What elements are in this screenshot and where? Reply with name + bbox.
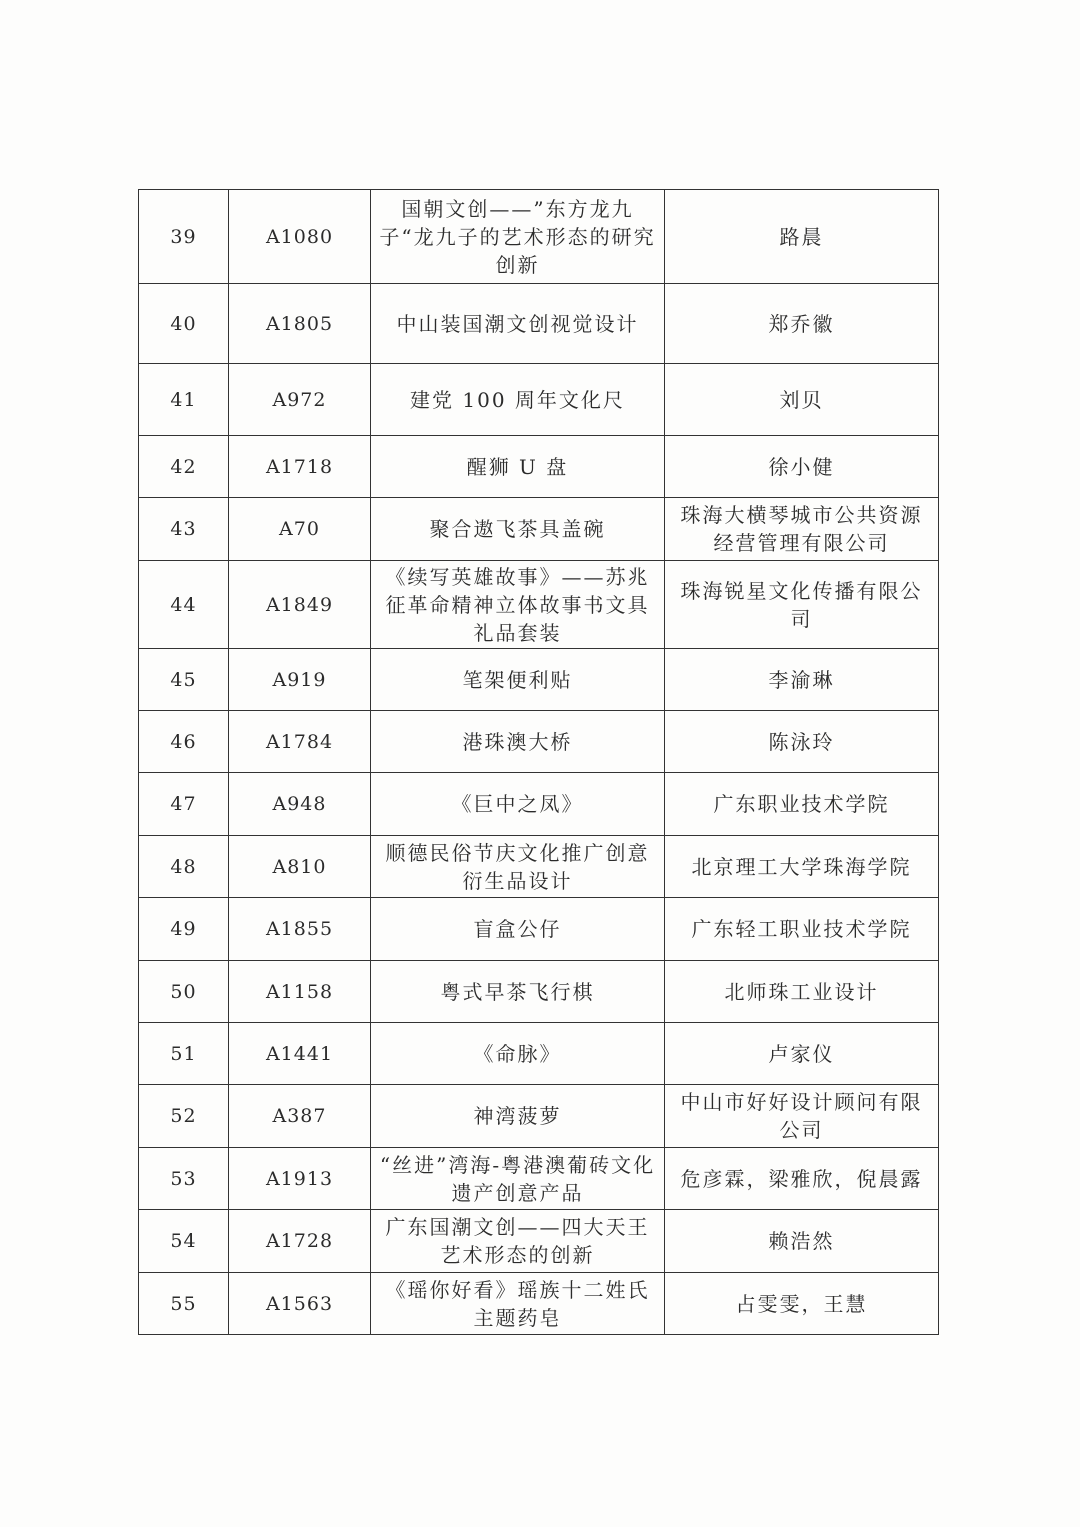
entry-author: 占雯雯，王慧 (665, 1273, 939, 1335)
entry-author: 广东轻工职业技术学院 (665, 898, 939, 961)
entry-author: 珠海锐星文化传播有限公司 (665, 561, 939, 649)
entry-code: A972 (229, 364, 371, 436)
row-number: 40 (139, 284, 229, 364)
row-number: 42 (139, 436, 229, 498)
table-row (139, 773, 939, 836)
row-number: 44 (139, 561, 229, 649)
table-row (139, 190, 939, 284)
entry-title: 醒狮 U 盘 (371, 436, 665, 498)
entry-title: 《命脉》 (371, 1023, 665, 1085)
entry-author: 危彦霖，梁雅欣，倪晨露 (665, 1148, 939, 1210)
entry-title: 港珠澳大桥 (371, 711, 665, 773)
entry-author: 北师珠工业设计 (665, 961, 939, 1023)
entry-code: A1080 (229, 190, 371, 284)
entry-title: 盲盒公仔 (371, 898, 665, 961)
table-row (139, 898, 939, 961)
table-row (139, 498, 939, 561)
entry-author: 刘贝 (665, 364, 939, 436)
entry-code: A810 (229, 836, 371, 898)
row-number: 47 (139, 773, 229, 836)
row-number: 50 (139, 961, 229, 1023)
entry-title: 神湾菠萝 (371, 1085, 665, 1148)
entry-title: 《续写英雄故事》——苏兆征革命精神立体故事书文具礼品套装 (371, 561, 665, 649)
entry-title: 广东国潮文创——四大天王艺术形态的创新 (371, 1210, 665, 1273)
row-number: 46 (139, 711, 229, 773)
entry-code: A919 (229, 649, 371, 711)
entry-code: A1784 (229, 711, 371, 773)
row-number: 54 (139, 1210, 229, 1273)
table-row (139, 561, 939, 649)
table-row (139, 1210, 939, 1273)
entry-title: 《瑶你好看》瑶族十二姓氏主题药皂 (371, 1273, 665, 1335)
entry-code: A1855 (229, 898, 371, 961)
table-row (139, 649, 939, 711)
entry-title: 粤式早茶飞行棋 (371, 961, 665, 1023)
entry-title: 聚合遨飞茶具盖碗 (371, 498, 665, 561)
entry-title: 中山装国潮文创视觉设计 (371, 284, 665, 364)
entry-code: A1563 (229, 1273, 371, 1335)
entry-title: 笔架便利贴 (371, 649, 665, 711)
entry-author: 广东职业技术学院 (665, 773, 939, 836)
entry-code: A1849 (229, 561, 371, 649)
entry-code: A1728 (229, 1210, 371, 1273)
entry-code: A1718 (229, 436, 371, 498)
entry-code: A1441 (229, 1023, 371, 1085)
entry-code: A70 (229, 498, 371, 561)
entry-title: “丝进”湾海-粤港澳葡砖文化遗产创意产品 (371, 1148, 665, 1210)
entry-title: 顺德民俗节庆文化推广创意衍生品设计 (371, 836, 665, 898)
entry-code: A1805 (229, 284, 371, 364)
entry-author: 珠海大横琴城市公共资源经营管理有限公司 (665, 498, 939, 561)
table-row (139, 1148, 939, 1210)
table-row (139, 436, 939, 498)
row-number: 45 (139, 649, 229, 711)
entry-title: 《巨中之凤》 (371, 773, 665, 836)
row-number: 41 (139, 364, 229, 436)
row-number: 39 (139, 190, 229, 284)
row-number: 48 (139, 836, 229, 898)
table-row (139, 1085, 939, 1148)
table-row (139, 836, 939, 898)
row-number: 52 (139, 1085, 229, 1148)
entry-code: A387 (229, 1085, 371, 1148)
entry-code: A1158 (229, 961, 371, 1023)
entry-author: 徐小健 (665, 436, 939, 498)
table-row (139, 1273, 939, 1335)
table-row (139, 284, 939, 364)
row-number: 51 (139, 1023, 229, 1085)
entry-title: 国朝文创——”东方龙九子“龙九子的艺术形态的研究创新 (371, 190, 665, 284)
row-number: 43 (139, 498, 229, 561)
entry-author: 卢家仪 (665, 1023, 939, 1085)
table-row (139, 711, 939, 773)
entry-code: A948 (229, 773, 371, 836)
entry-author: 赖浩然 (665, 1210, 939, 1273)
entry-author: 路晨 (665, 190, 939, 284)
entry-author: 李渝琳 (665, 649, 939, 711)
table-row (139, 364, 939, 436)
row-number: 55 (139, 1273, 229, 1335)
entry-author: 中山市好好设计顾问有限公司 (665, 1085, 939, 1148)
entry-author: 郑乔徽 (665, 284, 939, 364)
entry-author: 北京理工大学珠海学院 (665, 836, 939, 898)
entry-title: 建党 100 周年文化尺 (371, 364, 665, 436)
entry-author: 陈泳玲 (665, 711, 939, 773)
table-row (139, 1023, 939, 1085)
row-number: 53 (139, 1148, 229, 1210)
entries-table (138, 189, 939, 1335)
table-row (139, 961, 939, 1023)
row-number: 49 (139, 898, 229, 961)
entry-code: A1913 (229, 1148, 371, 1210)
